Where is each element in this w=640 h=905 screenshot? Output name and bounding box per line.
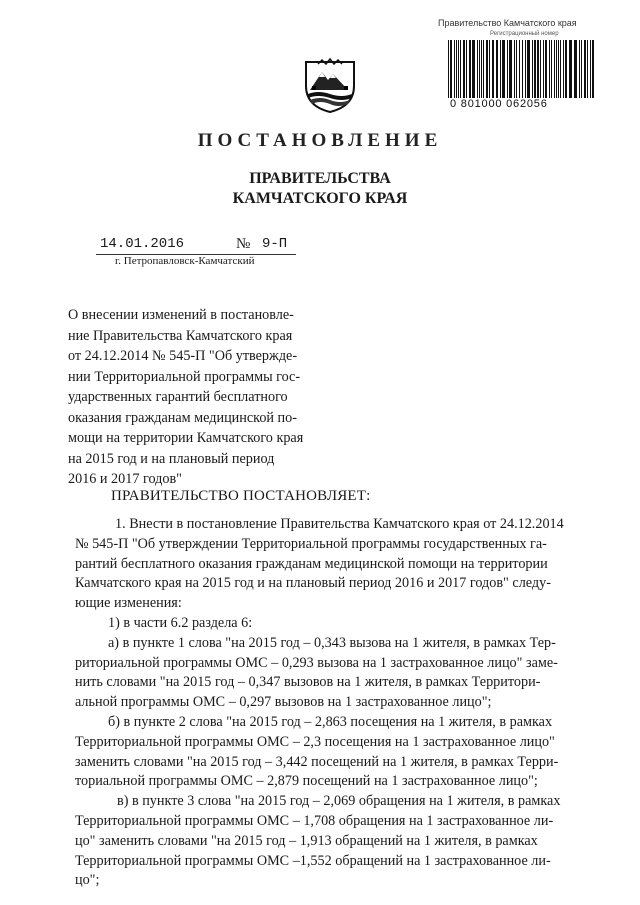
barcode-bar: [502, 40, 505, 98]
body-line: а) в пункте 1 слова "на 2015 год – 0,343 вызова на 1 жителя, в рамках Тер-: [108, 634, 556, 651]
barcode: [446, 40, 598, 98]
subject-line: от 24.12.2014 № 545-П "Об утвержде-: [68, 348, 298, 364]
body-line: ториальной программы ОМС – 2,879 посещений на 1 застрахованное лицо";: [75, 773, 538, 790]
barcode-bar: [525, 40, 526, 98]
barcode-bar: [481, 40, 482, 98]
barcode-bar: [469, 40, 471, 98]
document-subject: [68, 305, 340, 490]
barcode-bar: [545, 40, 547, 98]
barcode-bar: [569, 40, 572, 98]
body-line: в) в пункте 3 слова "на 2015 год – 2,069 обращения на 1 жителя, в рамках: [117, 793, 561, 810]
barcode-bar: [584, 40, 586, 98]
decree-heading: ПРАВИТЕЛЬСТВО ПОСТАНОВЛЯЕТ:: [111, 488, 371, 504]
body-line: заменить словами "на 2015 год – 3,442 посещений на 1 жителя, в рамках Терри-: [75, 753, 559, 770]
barcode-bar: [527, 40, 530, 98]
body-line: цо";: [75, 872, 100, 889]
barcode-bar: [456, 40, 457, 98]
barcode-bar: [592, 40, 594, 98]
document-city: г. Петропавловск-Камчатский: [115, 255, 255, 267]
body-line: 1. Внести в постановление Правительства Камчатского края от 24.12.2014: [115, 516, 564, 532]
barcode-bar: [565, 40, 567, 98]
body-line: нить словами "на 2015 год – 0,347 вызовов на 1 жителя, в рамках Территори-: [75, 674, 541, 691]
body-line: Камчатского края на 2015 год и на плановый период 2016 и 2017 годов" следу-: [75, 575, 551, 592]
barcode-bar: [556, 40, 557, 98]
body-line: рантий бесплатного оказания гражданам медицинской помощи на территории: [75, 555, 548, 572]
document-body: [75, 515, 595, 891]
barcode-bar: [492, 40, 494, 98]
barcode-bar: [483, 40, 484, 98]
barcode-bar: [549, 40, 550, 98]
barcode-bar: [458, 40, 459, 98]
barcode-bar: [479, 40, 480, 98]
subject-line: О внесении изменений в постановле-: [68, 307, 294, 323]
subject-line: нии Территориальной программы гос-: [68, 368, 301, 385]
body-line: б) в пункте 2 слова "на 2015 год – 2,863 посещения на 1 жителя, в рамках: [108, 713, 553, 730]
stamp-org: Правительство Камчатского края: [438, 18, 577, 28]
barcode-bar: [507, 40, 508, 98]
barcode-bar: [500, 40, 501, 98]
barcode-bar: [540, 40, 541, 98]
barcode-bar: [587, 40, 588, 98]
document-date: 14.01.2016: [100, 236, 185, 252]
authority-line-2: КАМЧАТСКОГО КРАЯ: [232, 190, 408, 207]
body-line: Территориальной программы ОМС –1,552 обращений на 1 застрахованное ли-: [75, 852, 551, 869]
barcode-bar: [454, 40, 455, 98]
number-label: №: [236, 236, 251, 252]
body-line: 1) в части 6.2 раздела 6:: [108, 614, 253, 631]
barcode-bar: [466, 40, 467, 98]
barcode-bar: [496, 40, 498, 98]
body-line: Территориальной программы ОМС – 2,3 посещения на 1 застрахованное лицо": [75, 733, 555, 750]
body-line: Территориальной программы ОМС – 1,708 обращения на 1 застрахованное ли-: [75, 812, 554, 829]
subject-line: ударственных гарантий бесплатного: [68, 389, 288, 405]
subject-line: оказания гражданам медицинской по-: [68, 409, 297, 426]
barcode-bar: [574, 40, 577, 98]
barcode-bar: [486, 40, 488, 98]
subject-line: 2016 и 2017 годов": [68, 471, 182, 487]
barcode-bar: [477, 40, 478, 98]
barcode-bar: [532, 40, 533, 98]
body-line: № 545-П "Об утверждении Территориальной программы государственных га-: [75, 535, 547, 552]
barcode-bar: [472, 40, 475, 98]
body-line: альной программы ОМС – 0,297 вызовов на 1 застрахованное лицо";: [75, 694, 492, 711]
barcode-bar: [460, 40, 461, 98]
barcode-bar: [519, 40, 520, 98]
barcode-bar: [509, 40, 512, 98]
barcode-bar: [581, 40, 582, 98]
subject-line: ние Правительства Камчатского края: [68, 327, 293, 344]
barcode-bar: [560, 40, 561, 98]
barcode-bar: [590, 40, 591, 98]
barcode-bar: [537, 40, 539, 98]
body-line: риториальной программы ОМС – 0,293 вызова на 1 застрахованное лицо" заме-: [75, 654, 558, 671]
subject-line: на 2015 год и на плановый период: [68, 450, 275, 467]
body-line: ющие изменения:: [75, 595, 182, 612]
subject-line: мощи на территории Камчатского края: [68, 430, 304, 446]
barcode-bar: [558, 40, 559, 98]
barcode-bar: [448, 40, 449, 98]
barcode-bar: [579, 40, 580, 98]
barcode-bar: [534, 40, 536, 98]
stamp-caption: Регистрационный номер: [490, 31, 559, 37]
barcode-bar: [489, 40, 490, 98]
authority-line-1: ПРАВИТЕЛЬСТВА: [249, 170, 391, 187]
coat-of-arms-icon: [300, 56, 360, 114]
barcode-bar: [516, 40, 517, 98]
body-line: цо" заменить словами "на 2015 год – 1,913 обращений на 1 жителя, в рамках: [75, 832, 538, 849]
barcode-bar: [543, 40, 544, 98]
barcode-bar: [450, 40, 452, 98]
barcode-bar: [514, 40, 515, 98]
document-title: ПОСТАНОВЛЕНИЕ: [197, 130, 443, 151]
barcode-bar: [563, 40, 564, 98]
document-number: 9-П: [262, 236, 288, 252]
barcode-bar: [522, 40, 523, 98]
barcode-bar: [554, 40, 555, 98]
barcode-number: 0 801000 062056: [450, 98, 548, 110]
barcode-bar: [551, 40, 552, 98]
barcode-bar: [463, 40, 465, 98]
